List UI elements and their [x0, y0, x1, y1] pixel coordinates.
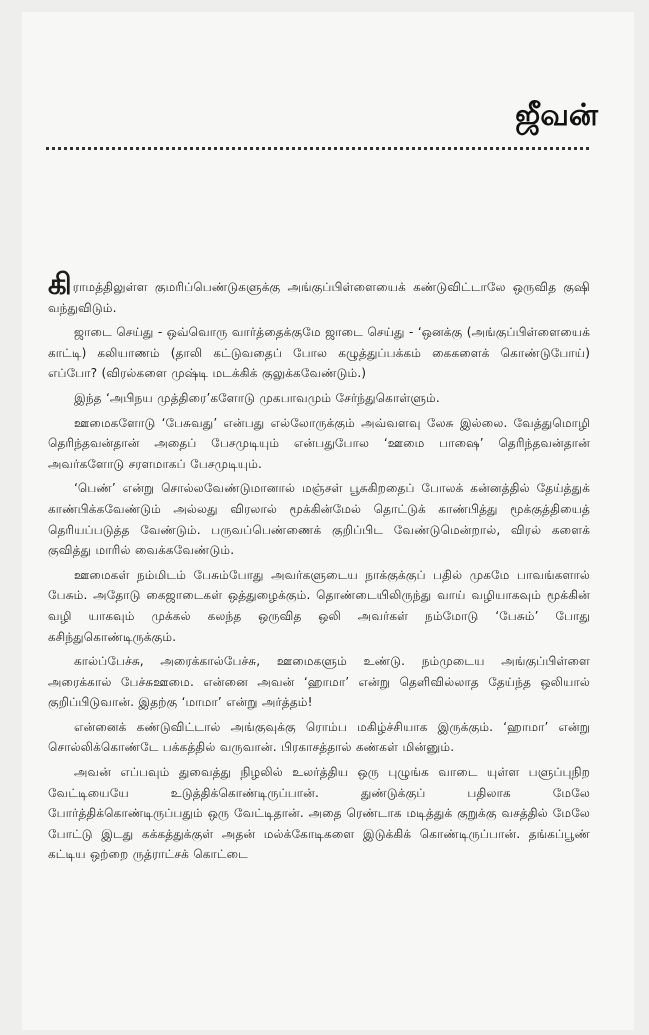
chapter-title: ஜீவன் [515, 98, 598, 133]
paragraph-2: ஜாடை செய்து - ஒவ்வொரு வார்த்தைக்குமே ஜாடை செய்து - ‘ஒனக்கு (அங்குப்பிள்ளையைக் காட்டி) கலியாணம் (தாலி கட்டுவதைப் போல கழுத்துப்பக்கம் கைகளைக் கொண்டுபோய்) எப்போ? (விரல்களை முஷ்டி மடக்கிக் குலுக்கவேண்டும்.) [48, 325, 590, 381]
paragraph-4: ஊமைகளோடு ‘பேசுவது’ என்பது எல்லோருக்கும் அவ்வளவு லேசு இல்லை. வேத்துமொழி தெரிந்தவன்தான் அதைப் பேசமுடியும் என்பதுபோல ‘ஊமை பாஷை’ தெரிந்தவன்தான் அவர்களோடு சரளமாகப் பேசமுடியும். [48, 415, 590, 471]
paragraph-3: இந்த ‘அபிநய முத்திரை’களோடு முகபாவமும் சேர்ந்துகொள்ளும். [74, 390, 440, 405]
drop-cap: கி [48, 267, 72, 301]
paragraph-7: கால்ப்பேச்சு, அரைக்கால்பேச்சு, ஊமைகளும் உண்டு. நம்முடைய அங்குப்பிள்ளை அரைக்கால் பேச்சுஊமை. என்னை அவன் ‘ஹாமா’ என்று தெளிவில்லாத தேய்ந்த ஒலியால் குறிப்பிடுவான். இதற்கு ‘மாமா’ என்று அர்த்தம்! [48, 654, 590, 710]
paragraph-1 [48, 267, 590, 318]
paragraph-9: அவன் எப்பவும் துவைத்து நிழலில் உலர்த்திய ஒரு புழுங்க வாடை யுள்ள பளுப்புநிற வேட்டியையே உடுத்திக்கொண்டிருப்பான். துண்டுக்குப் பதிலாக மேலே போர்த்திக்கொண்டிருப்பதும் ஒரு வேட்டிதான். அதை ரெண்டாக மடித்துக் குறுக்கு வசத்தில் மேலே போட்டு இடது கக்கத்துக்குள் அதன் மல்க்கோடிகளை இடுக்கிக் கொண்டிருப்பான். தங்கப்பூண் கட்டிய ஒற்றை ருத்ராட்சக் கொட்டை [48, 765, 590, 862]
paragraph-text: ராமத்திலுள்ள குமரிப்பெண்டுகளுக்கு அங்குப்பிள்ளையைக் கண்டுவிட்டாலே ஒருவித குஷி வந்துவிடும். [48, 280, 590, 315]
paragraph-8: என்னைக் கண்டுவிட்டால் அங்குவுக்கு ரொம்ப மகிழ்ச்சியாக இருக்கும். ‘ஹாமா’ என்று சொல்லிக்கொண்டே பக்கத்தில் வருவான். பிரகாசத்தால் கண்கள் மின்னும். [48, 719, 590, 755]
book-page [22, 12, 634, 1030]
paragraph-6: ஊமைகள் நம்மிடம் பேசும்போது அவர்களுடைய நாக்குக்குப் பதில் முகமே பாவங்களால் பேசும். அதோடு கைஜாடைகள் ஒத்துழைக்கும். தொண்டையிலிருந்து வாய் வழியாகவும் மூக்கின் வழி யாகவும் முக்கல் கலந்த ஒருவித ஒலி அவர்கள் நம்மோடு ‘பேசும்’ போது கசிந்துகொண்டிருக்கும். [48, 567, 590, 644]
paragraph-5: ‘பெண்’ என்று சொல்லவேண்டுமானால் மஞ்சள் பூசுகிறதைப் போலக் கன்னத்தில் தேய்த்துக் காண்பிக்கவேண்டும் அல்லது விரலால் மூக்கின்மேல் தொட்டுக் காண்பித்து மூக்குத்தியைத் தெரியப்படுத்த வேண்டும். பருவப்பெண்ணைக் குறிப்பிட வேண்டுமென்றால், விரல் களைக் குவித்து மாரில் வைக்கவேண்டும். [48, 481, 590, 558]
chapter-body [48, 267, 590, 869]
title-divider [46, 147, 589, 150]
